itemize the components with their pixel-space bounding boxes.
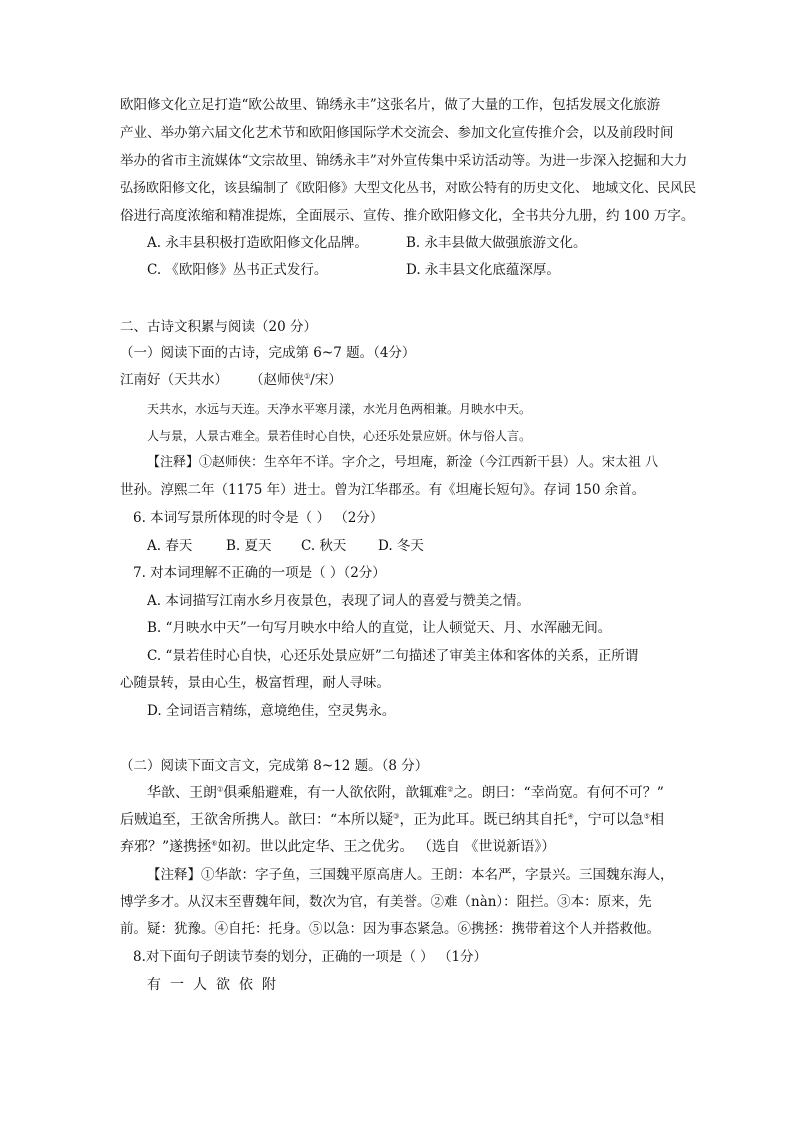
q5-option-a: A. 永丰县积极打造欧阳修文化品牌。 [147,235,368,251]
prose-line-2: 后贼追至，王欲舍所携人。歆曰：“本所以疑③，正为此耳。既已纳其自托④，宁可以急⑤相 [120,812,664,828]
q5-option-d: D. 永丰县文化底蕴深厚。 [406,262,560,278]
q7-option-d: D. 全词语言精练，意境绝佳，空灵隽永。 [147,703,396,719]
q5-option-b: B. 永丰县做大做强旅游文化。 [406,235,587,251]
intro-line-4: 弘扬欧阳修文化，该县编制了《欧阳修》大型文化丛书，对欧公特有的历史文化、 地域文化、民风民 [120,181,697,196]
q7-option-b: B. “月映水中天”一句写月映水中给人的直觉，让人顿觉天、月、水浑融无间。 [147,620,612,636]
q7-stem: 7. 对本词理解不正确的一项是（ ）（2分） [133,565,386,581]
prose-note-line-1: 【注释】①华歆：字子鱼，三国魏平原高唐人。王朗：本名严，字景兴。三国魏东海人， [147,867,674,883]
q7-option-c-line-2: 心随景转，景由心生，极富哲理，耐人寻味。 [120,675,390,691]
prose-line-3: 弃邪？”遂携拯⑥如初。世以此定华、王之优劣。 （选自 《世说新语》） [120,839,556,855]
q5-option-c: C. 《欧阳修》丛书正式发行。 [147,262,328,278]
q8-stem: 8.对下面句子朗读节奏的划分，正确的一项是（ ） （1分） [133,949,488,965]
poem-title-line [120,371,342,389]
prose-note-line-2: 博学多才。从汉末至曹魏年间，数次为官，有美誉。②难（nàn）：阻拦。③本：原来，先 [120,894,652,910]
poem-author: （赵师侠①/宋） [250,372,342,388]
poem-note-line-1: 【注释】①赵师侠：生卒年不详。字介之，号坦庵，新淦（今江西新干县）人。宋太祖 八 [147,455,659,470]
section2-title: 二、古诗文积累与阅读（20 分） [120,319,317,335]
q7-option-c-line-1: C. “景若佳时心自快，心还乐处景应妍”二句描述了审美主体和客体的关系，正所谓 [147,648,639,664]
prose-note-line-3: 前。疑：犹豫。④自托：托身。⑤以急：因为事态紧急。⑥携拯：携带着这个人并搭救他。 [120,921,660,937]
part1-heading: （一）阅读下面的古诗，完成第 6~7 题。（4分） [120,345,416,361]
prose-line-1: 华歆、王朗①俱乘船避难，有一人欲依附，歆辄难②之。朗曰：“幸尚宽。有何不可？” [147,785,664,801]
intro-line-3: 举办的省市主流媒体“文宗故里、锦绣永丰”对外宣传集中采访活动等。为进一步深入挖掘和大力 [120,153,688,169]
poem-note-line-2: 世孙。淳熙二年（1175 年）进士。曾为江华郡丞。有《坦庵长短句》。存词 150 余首。 [120,482,646,498]
q6-stem: 6. 本词写景所体现的时令是（ ） （2分） [133,510,384,526]
intro-line-1: 欧阳修文化立足打造“欧公故里、锦绣永丰”这张名片，做了大量的工作，包括发展文化旅游 [120,97,661,113]
q6-option-b: B. 夏天 [226,538,272,554]
poem-line-1: 天共水，水远与天连。天净水平寒月漾，水光月色两相兼。月映水中天。 [147,402,532,416]
intro-line-5: 俗进行高度浓缩和精准提炼，全面展示、宣传、推介欧阳修文化，全书共分九册，约 100 万字。 [120,208,695,224]
q6-option-a: A. 春天 [147,538,193,554]
q8-sentence: 有一人欲依附 [147,977,285,993]
q6-option-c: C. 秋天 [301,538,347,554]
poem-title: 江南好（天共水） [120,372,228,388]
poem-line-2: 人与景，人景古难全。景若佳时心自快，心还乐处景应妍。休与俗人言。 [147,429,532,443]
intro-line-2: 产业、举办第六届文化艺术节和欧阳修国际学术交流会、参加文化宣传推介会，以及前段时间 [120,125,674,141]
q7-option-a: A. 本词描写江南水乡月夜景色，表现了词人的喜爱与赞美之情。 [147,593,530,609]
part2-heading: （二）阅读下面文言文，完成第 8~12 题。（8 分） [120,758,429,774]
q6-option-d: D. 冬天 [378,538,424,554]
